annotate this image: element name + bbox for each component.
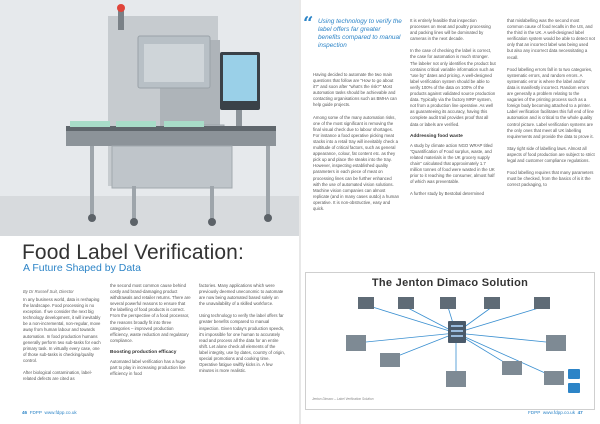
- paragraph: Automated label verification has a huge part to play in increasing production line efficiency in food: [110, 358, 186, 377]
- article-subtitle: A Future Shaped by Data: [23, 262, 141, 274]
- paragraph: Food labelling requires that many parameters must be checked, from the basics of is it the correct packaging, to: [507, 170, 594, 188]
- inspection-machine-illustration: [0, 0, 299, 236]
- right-footer: [528, 410, 583, 415]
- brand: FDPP: [528, 410, 541, 415]
- section-heading: Addressing food waste: [410, 133, 463, 139]
- right-column-2: [410, 18, 496, 203]
- left-footer: [22, 410, 77, 415]
- website-link[interactable]: www.fdpp.co.uk: [542, 410, 575, 415]
- right-column-1: [313, 72, 399, 218]
- paragraph: that mislabelling was the second most common cause of food recalls in the US, and the third in the UK. A well-designed label verification system would be able to detect not only that an incorrect label was being used but also any incorrect data necessitating a recall.: [507, 18, 595, 60]
- article-title: Food Label Verification:: [22, 241, 244, 264]
- byline: By Dr Russell Suit, Director: [23, 289, 74, 294]
- server-icon: [448, 321, 466, 343]
- network-diagram-graphic: [306, 273, 596, 411]
- paragraph: Using technology to verify the label offers far greater benefits compared to manual inspection. Given today's production speeds, it's impossible for one human to accurately read and process all the data for an entire shift. Let alone check all elements of the label integrity, use by dates, country of origin, special promotions and cooking time. Operative fatigue swiftly kicks in. A few minutes is more realistic.: [199, 313, 285, 374]
- paragraph: the second most common cause behind costly and brand-damaging product withdrawals and retailer returns. There are several powerful reasons to ensure that the labelling of food products is correct. From the perspective of a food processor, the reasons broadly fit into three categories – improved production efficiency, waste reduction and regulatory compliance.: [110, 283, 191, 343]
- paragraph: A further study by Bestobal determined: [410, 191, 485, 197]
- page-number: 47: [577, 410, 583, 415]
- left-column-3: [199, 283, 285, 380]
- page-number: 46: [22, 410, 28, 415]
- paragraph: Among some of the many automation risks, one of the most significant is removing the final visual check due to labour shortages. For instance a food operative picking meat stacks into a retail tray will inevitably check a multitude of critical factors, such as general appearance, colour, fat content etc. as they pick up and place the steaks into the tray. However, inspecting established quality parameters in each piece of meat on processing lines can be further enhanced with the use of automated vision solutions. Machine vision companies can almost replicate (and in many cases outdo) a human operative. It is non-obstructive, easy and quick.: [313, 114, 399, 211]
- left-column-2: [110, 283, 192, 383]
- paragraph: factories. Many applications which were previously deemed uneconomic to automate are now being automated based solely on the unavailability of a skilled workforce.: [199, 283, 284, 307]
- pull-quote: Using technology to verify the label offers far greater benefits compared to manual inspection: [318, 18, 402, 49]
- website-link[interactable]: www.fdpp.co.uk: [44, 410, 77, 415]
- paragraph: It is entirely feasible that inspection processes on meat and poultry processing and packing lines will be dominated by cameras in the next decade.: [410, 18, 491, 42]
- paragraph: Stay right side of labelling laws. Almost all aspects of food production are subject to strict legal and customer compliance regulations.: [507, 145, 595, 163]
- paragraph: After biological contamination, label-related defects are cited as: [23, 370, 93, 382]
- paragraph: Food labelling errors fall in to two categories, systematic errors, and random errors. A systematic error is where the label and/or data is manifestly incorrect. Random errors are generally a problem relating to the vagaries of the printing process such as a foreign body becoming attached to a printer. Label verification facilitates this full end of line automation and is critical to the whole quality control picture. Label verification systems are the only ones that meet all UK labelling requirements and provide the data to prove it.: [507, 66, 594, 139]
- diagram-title: The Jenton Dimaco Solution: [371, 277, 529, 289]
- paragraph: Having decided to automate the two main questions that follow are "How to go about it?" and soon after "what's the risk?" Most automation tasks should be achievable and contacting organisations such as BMHA can help guide projects.: [313, 72, 397, 108]
- section-heading: Boosting production efficacy: [110, 349, 177, 355]
- brand: FDPP: [29, 410, 42, 415]
- page-gutter: [299, 0, 301, 424]
- diagram-caption: Jenton Dimaco – Label Verification Solution: [312, 397, 374, 401]
- right-column-3: [507, 18, 595, 194]
- quote-mark-icon: “: [303, 13, 314, 34]
- paragraph: A study by climate action NGO WRAP titled "Quantification of Food surplus, waste, and related materials in the UK grocery supply chain" calculated that approximately 1.7 million tonnes of food were wasted in the UK prior to it reaching the consumer, almost half of which was preventable.: [410, 142, 495, 185]
- paragraph: In the case of checking the label is correct, the case for automation is much stronger. The labeler not only identifies the product but contains critical variable information such as "use by" dates and pricing. A well-designed label verification system should be able to verify 100% of the data on 100% of the products against validated source production data. Typically via the factory MRP system, not from a production line operative. As well as guaranteeing its accuracy, having this complete audit trail provides proof that all data or labels are verified.: [410, 48, 496, 127]
- machine-photo: [0, 0, 299, 236]
- left-column-1: [23, 297, 103, 388]
- paragraph: In any business world, data is reshaping the landscape. Food processing is no exception. If we consider the next big technology development, it will inevitably be a non-incremental, non-regular, move away from human labour and towards automation. In food production humans generally perform two sub-tasks for each primary task. In virtually every case, one of those sub-tasks is checking/quality control.: [23, 297, 101, 363]
- solution-diagram: [305, 272, 595, 410]
